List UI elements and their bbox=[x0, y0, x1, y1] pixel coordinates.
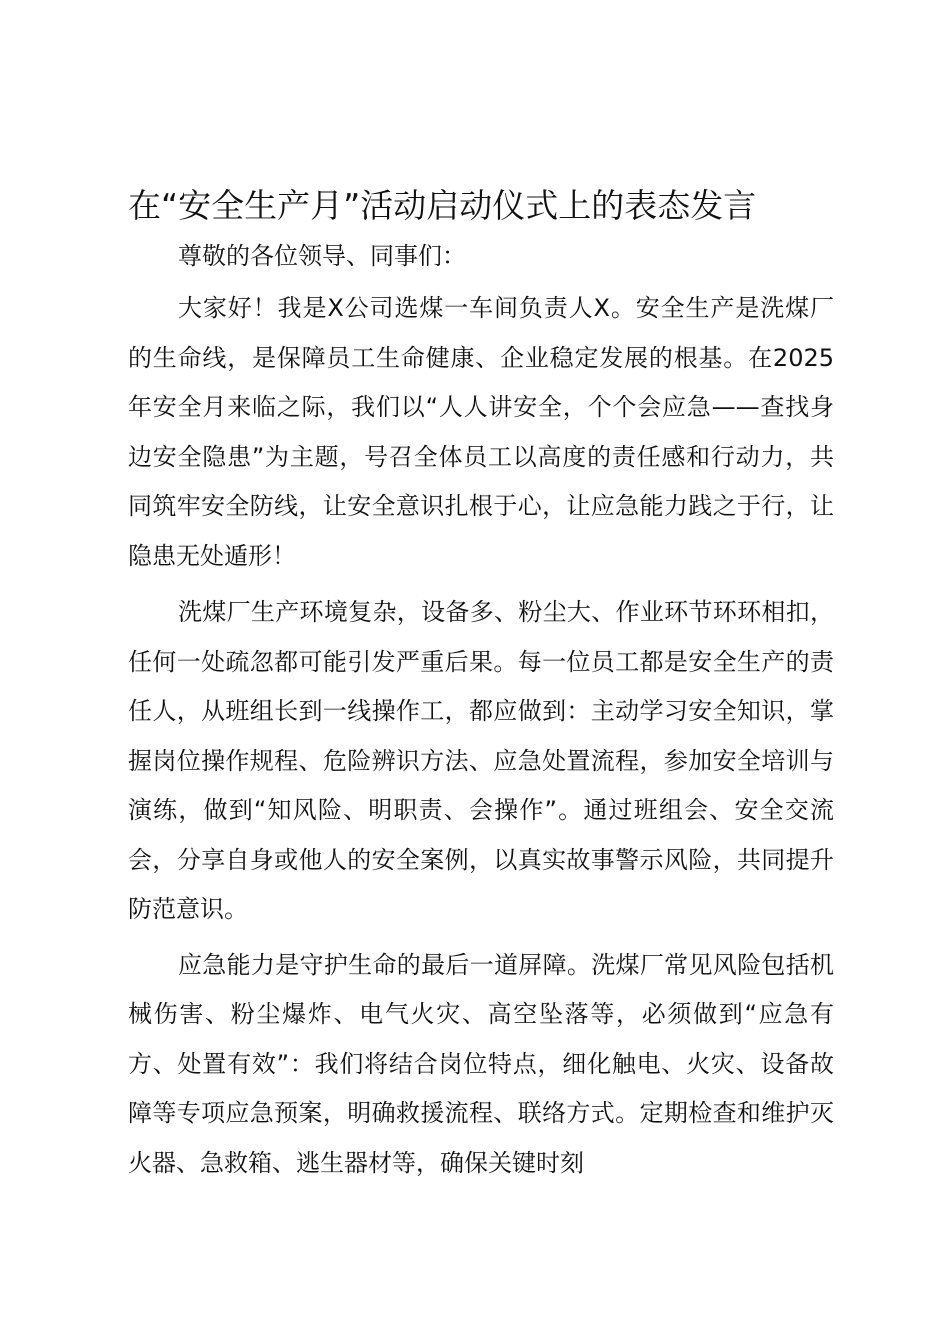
paragraph-emergency: 应急能力是守护生命的最后一道屏障。洗煤厂常见风险包括机械伤害、粉尘爆炸、电气火灾、高空坠落等，必须做到“应急有方、处置有效”：我们将结合岗位特点，细化触电、火灾、设备故障等专项应急预案，明确救援流程、联络方式。定期检查和维护灭火器、急救箱、逃生器材等，确保关键时刻 bbox=[128, 950, 834, 1177]
document-title: 在“安全生产月”活动启动仪式上的表态发言 bbox=[128, 186, 757, 225]
document-body bbox=[128, 234, 834, 1188]
paragraph-introduction: 大家好！我是X公司选煤一车间负责人X。安全生产是洗煤厂的生命线，是保障员工生命健康、企业稳定发展的根基。在2025年安全月来临之际，我们以“人人讲安全，个个会应急——查找身边安全隐患”为主题，号召全体员工以高度的责任感和行动力，共同筑牢安全防线，让安全意识扎根于心，让应急能力践之于行，让隐患无处遁形！ bbox=[128, 294, 834, 570]
salutation: 尊敬的各位领导、同事们： bbox=[178, 242, 466, 270]
paragraph-responsibility: 洗煤厂生产环境复杂，设备多、粉尘大、作业环节环环相扣，任何一处疏忽都可能引发严重后果。每一位员工都是安全生产的责任人，从班组长到一线操作工，都应做到：主动学习安全知识，掌握岗位操作规程、危险辨识方法、应急处置流程，参加安全培训与演练，做到“知风险、明职责、会操作”。通过班组会、安全交流会，分享自身或他人的安全案例，以真实故事警示风险，共同提升防范意识。 bbox=[128, 598, 834, 923]
